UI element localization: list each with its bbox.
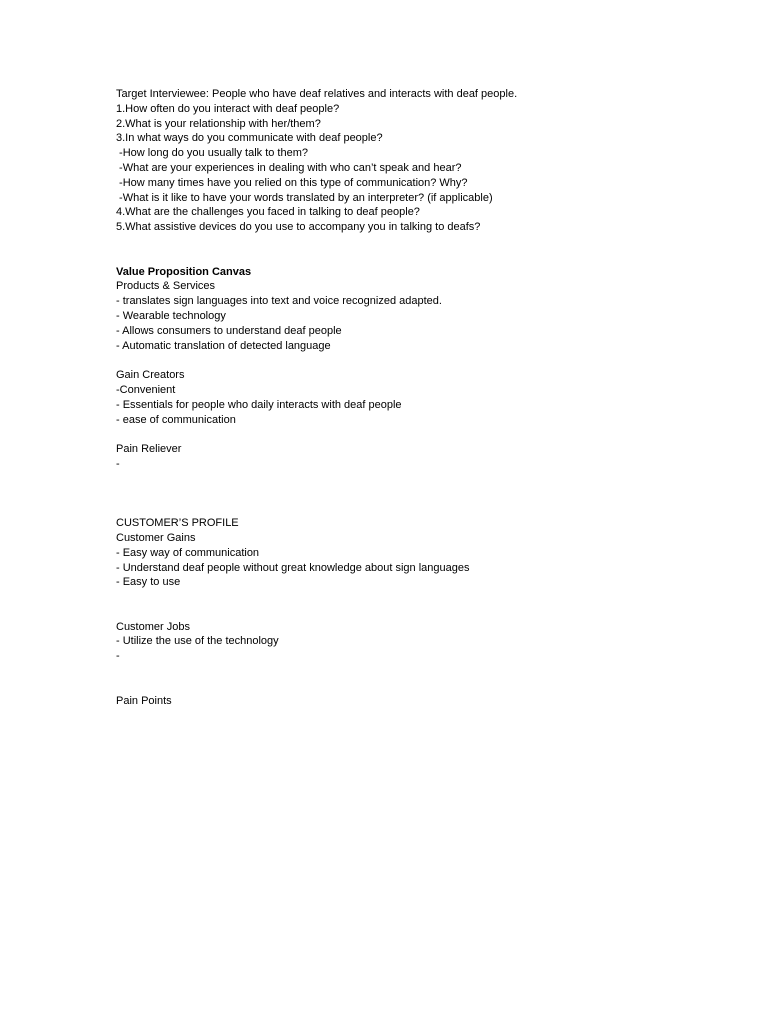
- gain-creators-item: - ease of communication: [116, 413, 236, 426]
- pain-reliever-item: -: [116, 457, 120, 470]
- gain-creators-item: -Convenient: [116, 383, 176, 396]
- pain-points-label: Pain Points: [116, 694, 172, 707]
- value-proposition-heading: Value Proposition Canvas: [116, 265, 252, 278]
- question-5: 5.What assistive devices do you use to accompany you in talking to deafs?: [116, 221, 481, 234]
- question-3-sub-1: -How long do you usually talk to them?: [116, 147, 308, 160]
- question-2: 2.What is your relationship with her/them?: [116, 117, 321, 130]
- target-interviewee: Target Interviewee: People who have deaf relatives and interacts with deaf people.: [116, 88, 518, 100]
- spacer: [116, 472, 736, 502]
- customer-gains-item: - Easy way of communication: [116, 546, 260, 559]
- spacer: [116, 664, 736, 694]
- gain-creators-item: - Essentials for people who daily interacts with deaf people: [116, 398, 402, 411]
- products-services-label: Products & Services: [116, 280, 216, 293]
- customer-jobs-label: Customer Jobs: [116, 620, 190, 633]
- products-services-item: - Allows consumers to understand deaf people: [116, 324, 342, 337]
- question-3: 3.In what ways do you communicate with deaf people?: [116, 132, 383, 145]
- customer-gains-item: - Understand deaf people without great knowledge about sign languages: [116, 561, 470, 574]
- question-3-sub-2: -What are your experiences in dealing with who can’t speak and hear?: [116, 161, 462, 174]
- spacer: [116, 501, 736, 516]
- products-services-item: - Wearable technology: [116, 309, 226, 322]
- spacer: [116, 353, 736, 368]
- question-1: 1.How often do you interact with deaf people?: [116, 102, 340, 115]
- spacer: [116, 235, 736, 265]
- question-3-sub-4: -What is it like to have your words translated by an interpreter? (if applicable): [116, 191, 493, 204]
- question-4: 4.What are the challenges you faced in talking to deaf people?: [116, 206, 420, 219]
- spacer: [116, 590, 736, 620]
- gain-creators-label: Gain Creators: [116, 369, 185, 382]
- customer-profile-heading: CUSTOMER’S PROFILE: [116, 517, 239, 530]
- customer-jobs-item: -: [116, 650, 120, 663]
- pain-reliever-label: Pain Reliever: [116, 443, 182, 456]
- customer-gains-label: Customer Gains: [116, 531, 196, 544]
- customer-jobs-item: - Utilize the use of the technology: [116, 635, 279, 648]
- products-services-item: - Automatic translation of detected language: [116, 339, 331, 352]
- customer-gains-item: - Easy to use: [116, 576, 181, 589]
- question-3-sub-3: -How many times have you relied on this type of communication? Why?: [116, 176, 468, 189]
- products-services-item: - translates sign languages into text and voice recognized adapted.: [116, 295, 442, 308]
- spacer: [116, 427, 736, 442]
- document-body: [116, 87, 736, 708]
